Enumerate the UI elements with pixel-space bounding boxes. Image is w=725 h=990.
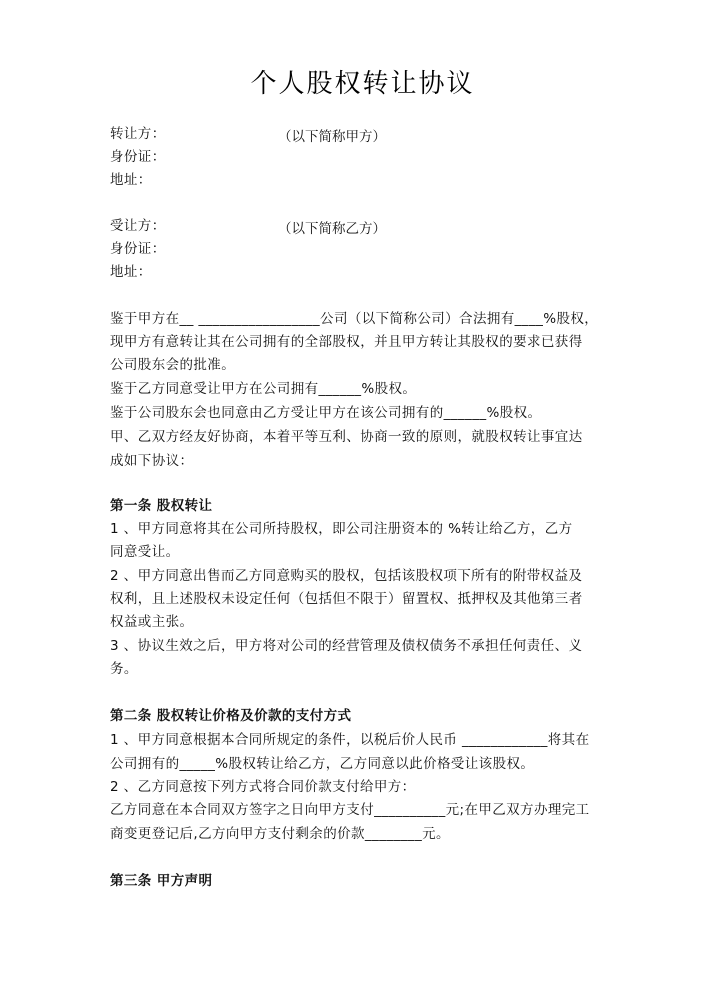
article-2-line: 公司拥有的_____%股权转让给乙方，乙方同意以此价格受让该股权。 — [110, 756, 535, 772]
preamble-line: 成如下协议： — [110, 453, 194, 469]
party-b-id-label: 身份证： — [110, 241, 166, 257]
party-b-label: 受让方： — [110, 218, 166, 234]
preamble-line: 甲、乙双方经友好协商，本着平等互利、协商一致的原则，就股权转让事宜达 — [110, 429, 583, 445]
party-a-note: （以下简称甲方） — [278, 129, 386, 145]
preamble-line: 公司股东会的批准。 — [110, 357, 236, 373]
preamble-line: 鉴于乙方同意受让甲方在公司拥有______%股权。 — [110, 381, 417, 397]
article-1-line: 权利，且上述股权未设定任何（包括但不限于）留置权、抵押权及其他第三者 — [110, 591, 583, 607]
article-1-line: 务。 — [110, 661, 138, 677]
article-1-line: 同意受让。 — [110, 544, 180, 560]
document-title: 个人股权转让协议 — [250, 69, 475, 99]
article-1-line: 权益或主张。 — [110, 614, 194, 630]
article-1-heading: 第一条 股权转让 — [110, 498, 213, 514]
article-1-line: 1 、甲方同意将其在公司所持股权，即公司注册资本的 %转让给乙方，乙方 — [110, 521, 573, 537]
article-1-line: 2 、甲方同意出售而乙方同意购买的股权，包括该股权项下所有的附带权益及 — [110, 568, 583, 584]
party-b-address-label: 地址： — [110, 264, 152, 280]
party-a-id-label: 身份证： — [110, 149, 166, 165]
article-2-line: 1 、甲方同意根据本合同所规定的条件，以税后价人民币 ____________将其在 — [110, 732, 590, 748]
article-1-line: 3 、协议生效之后，甲方将对公司的经营管理及债权债务不承担任何责任、义 — [110, 638, 583, 654]
article-2-line: 2 、乙方同意按下列方式将合同价款支付给甲方： — [110, 779, 416, 795]
preamble-line: 鉴于甲方在__ _________________公司（以下简称公司）合法拥有____%股权， — [110, 311, 599, 327]
article-2-heading: 第二条 股权转让价格及价款的支付方式 — [110, 708, 352, 724]
preamble-line: 鉴于公司股东会也同意由乙方受让甲方在该公司拥有的______%股权。 — [110, 405, 542, 421]
preamble-line: 现甲方有意转让其在公司拥有的全部股权，并且甲方转让其股权的要求已获得 — [110, 334, 583, 350]
article-2-line: 乙方同意在本合同双方签字之日向甲方支付__________元;在甲乙双方办理完工 — [110, 802, 590, 818]
article-3-heading: 第三条 甲方声明 — [110, 873, 213, 889]
party-b-note: （以下简称乙方） — [278, 221, 386, 237]
party-a-label: 转让方： — [110, 126, 166, 142]
party-a-address-label: 地址： — [110, 172, 152, 188]
article-2-line: 商变更登记后,乙方向甲方支付剩余的价款________元。 — [110, 826, 450, 842]
